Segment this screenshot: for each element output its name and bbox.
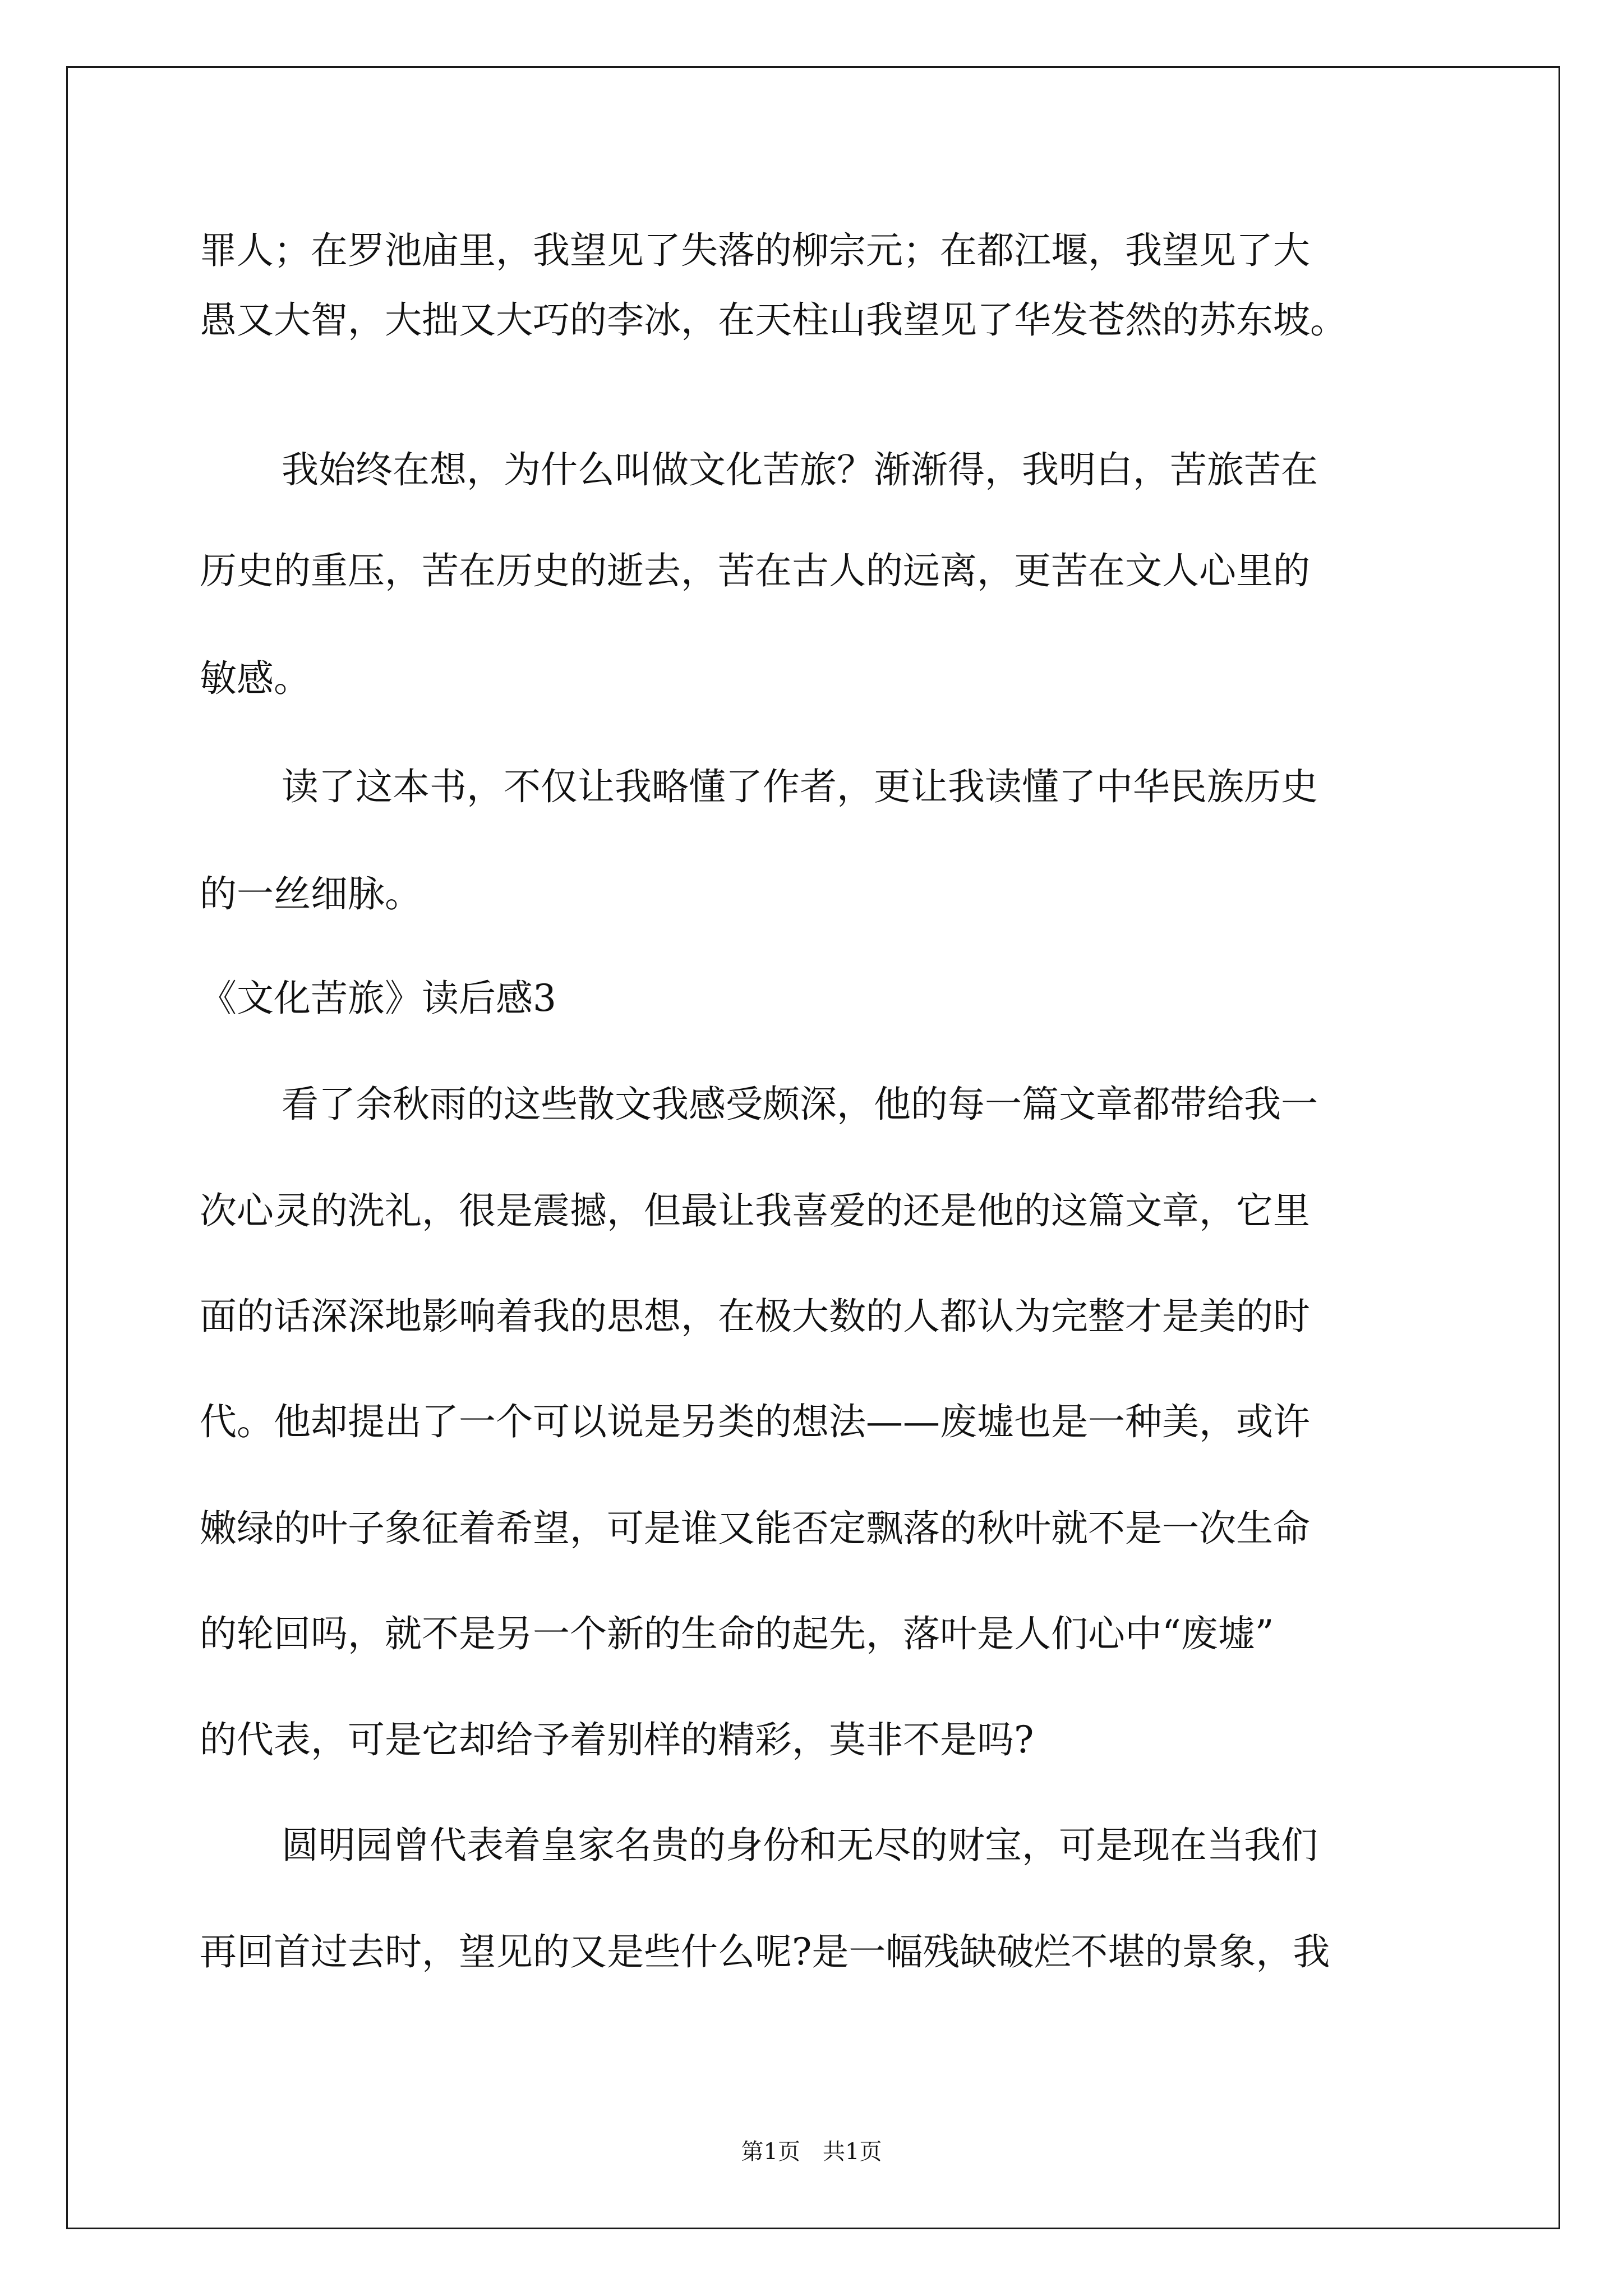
text-line: 代。他却提出了一个可以说是另类的想法——废墟也是一种美，或许 bbox=[200, 1400, 1310, 1443]
text-line: 面的话深深地影响着我的思想，在极大数的人都认为完整才是美的时 bbox=[200, 1295, 1310, 1338]
text-line: 的代表，可是它却给予着别样的精彩，莫非不是吗? bbox=[200, 1718, 1034, 1761]
paragraph-start-line: 看了余秋雨的这些散文我感受颇深，他的每一篇文章都带给我一 bbox=[282, 1083, 1318, 1126]
page-border bbox=[66, 66, 1560, 2229]
paragraph-start-line: 我始终在想，为什么叫做文化苦旅？渐渐得，我明白，苦旅苦在 bbox=[282, 448, 1318, 491]
paragraph-start-line: 圆明园曾代表着皇家名贵的身份和无尽的财宝，可是现在当我们 bbox=[282, 1824, 1318, 1867]
text-line: 嫩绿的叶子象征着希望，可是谁又能否定飘落的秋叶就不是一次生命 bbox=[200, 1507, 1310, 1550]
paragraph-start-line: 读了这本书，不仅让我略懂了作者，更让我读懂了中华民族历史 bbox=[282, 765, 1318, 808]
section-heading: 《文化苦旅》读后感3 bbox=[200, 977, 556, 1020]
text-line: 的轮回吗，就不是另一个新的生命的起先，落叶是人们心中“废墟” bbox=[200, 1612, 1274, 1655]
text-line: 再回首过去时，望见的又是些什么呢?是一幅残缺破烂不堪的景象，我 bbox=[200, 1930, 1330, 1973]
text-line: 历史的重压，苦在历史的逝去，苦在古人的远离，更苦在文人心里的 bbox=[200, 549, 1310, 592]
text-line: 罪人；在罗池庙里，我望见了失落的柳宗元；在都江堰，我望见了大 bbox=[200, 229, 1310, 272]
text-line: 敏感。 bbox=[200, 657, 311, 700]
text-line: 次心灵的洗礼，很是震撼，但最让我喜爱的还是他的这篇文章，它里 bbox=[200, 1189, 1310, 1232]
text-line: 的一丝细脉。 bbox=[200, 872, 422, 915]
page-number-footer: 第1页 共1页 bbox=[741, 2139, 882, 2165]
text-line: 愚又大智，大拙又大巧的李冰，在天柱山我望见了华发苍然的苏东坡。 bbox=[200, 298, 1347, 342]
